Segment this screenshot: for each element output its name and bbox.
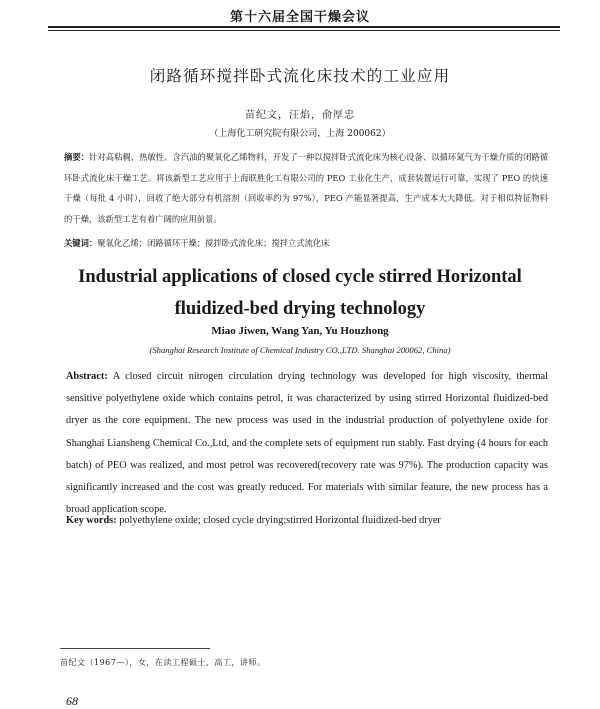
- footnote-rule: [60, 648, 210, 649]
- page-number: 68: [66, 694, 78, 708]
- english-abstract-text: A closed circuit nitrogen circulation drying technology was developed for high viscosity, thermal sensitive polyethylene oxide which contains petrol, it was characterized by using stirred Horizontal fluidized-bed dryer as the core equipment. The new process was used in the industrial production of polyethylene oxide for Shanghai Liansheng Chemical Co.,Ltd, and the complete sets of equipment run stably. Fast drying (4 hours for each batch) of PEO was realized, and most petrol was recovered(recovery rate was 97%). The production capacity was significantly increased and the cost was greatly reduced. For materials with similar feature, the new process has a broad application scope.: [66, 371, 548, 516]
- chinese-keywords-text: 聚氧化乙烯；闭路循环干燥；搅拌卧式流化床；搅拌立式流化床: [97, 238, 330, 248]
- chinese-keywords: [64, 237, 548, 249]
- english-authors: Miao Jiwen, Wang Yan, Yu Houzhong: [211, 325, 389, 337]
- english-keywords-label: Key words:: [66, 515, 117, 526]
- chinese-authors: 苗纪文，汪焰，俞厚忠: [245, 110, 355, 121]
- chinese-affiliation: （上海化工研究院有限公司，上海 200062）: [209, 129, 391, 139]
- english-title-line-1: Industrial applications of closed cycle stirred Horizontal: [78, 267, 522, 287]
- chinese-abstract-label: 摘要：: [64, 152, 90, 162]
- chinese-title: 闭路循环搅拌卧式流化床技术的工业应用: [149, 67, 451, 85]
- chinese-abstract: [64, 147, 548, 229]
- english-affiliation: (Shanghai Research Institute of Chemical Industry CO.,LTD. Shanghai 200062, China): [149, 345, 451, 355]
- english-keywords: [66, 515, 548, 526]
- english-keywords-text: polyethylene oxide; closed cycle drying;stirred Horizontal fluidized-bed dryer: [116, 515, 441, 526]
- english-title-line-2: fluidized-bed drying technology: [174, 299, 426, 319]
- english-abstract-label: Abstract:: [66, 371, 108, 382]
- author-footnote: 苗纪文（1967—），女，在读工程硕士，高工，讲师。: [60, 658, 266, 667]
- english-title: [0, 261, 600, 325]
- chinese-abstract-text: 针对高粘稠、热敏性、含汽油的聚氧化乙烯物料，开发了一种以搅拌卧式流化床为核心设备、以循环氮气为干燥介质的闭路循环卧式流化床干燥工艺。将该新型工艺应用于上海联胜化工有限公司的 PEO 工业化生产，成套装置运行可靠，实现了 PEO 的快速干燥（每批 4 小时），回收了绝大部分有机溶剂（回收率约为 97%），PEO 产能显著提高，生产成本大大降低。对于相似特征物料的干燥，该新型工艺有着广阔的应用前景。: [64, 152, 548, 224]
- chinese-keywords-label: 关键词：: [64, 238, 98, 248]
- header-rule: [48, 26, 560, 28]
- header-rule-thin: [48, 30, 560, 31]
- conference-header: 第十六届全国干燥会议: [229, 10, 370, 25]
- english-abstract: [66, 366, 548, 521]
